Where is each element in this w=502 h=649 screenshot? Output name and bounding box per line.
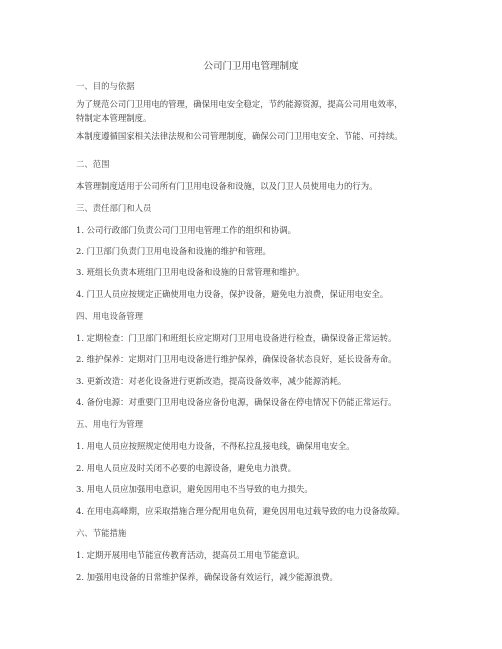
list-item: 1. 公司行政部门负责公司门卫用电管理工作的组织和协调。 xyxy=(76,225,297,235)
list-item: 2. 加强用电设备的日常维护保养，确保设备有效运行，减少能源浪费。 xyxy=(76,572,338,582)
list-item: 1. 定期检查：门卫部门和班组长应定期对门卫用电设备进行检查，确保设备正常运转。 xyxy=(76,333,397,343)
document-title: 公司门卫用电管理制度 xyxy=(203,61,299,72)
paragraph-line: 为了规范公司门卫用电的管理，确保用电安全稳定，节约能源资源，提高公司用电效率， xyxy=(76,99,403,109)
list-item: 2. 用电人员应及时关闭不必要的电源设备，避免电力浪费。 xyxy=(76,463,297,473)
paragraph-line: 特制定本管理制度。 xyxy=(76,113,152,123)
list-item: 4. 备份电源：对重要门卫用电设备应备份电源，确保设备在停电情况下仍能正常运行。 xyxy=(76,397,397,407)
section-heading-2: 二、范围 xyxy=(76,159,110,169)
list-item: 4. 门卫人员应按规定正确使用电力设备，保护设备，避免电力浪费，保证用电安全。 xyxy=(76,289,389,299)
section-heading-1: 一、目的与依据 xyxy=(76,81,135,91)
paragraph-line: 本管理制度适用于公司所有门卫用电设备和设施，以及门卫人员使用电力的行为。 xyxy=(76,181,378,191)
section-heading-3: 三、责任部门和人员 xyxy=(76,203,152,213)
section-heading-5: 五、用电行为管理 xyxy=(76,419,143,429)
list-item: 1. 用电人员应按照规定使用电力设备，不得私拉乱接电线，确保用电安全。 xyxy=(76,441,355,451)
list-item: 3. 用电人员应加强用电意识，避免因用电不当导致的电力损失。 xyxy=(76,484,313,494)
list-item: 3. 班组长负责本班组门卫用电设备和设施的日常管理和维护。 xyxy=(76,267,305,277)
section-heading-6: 六、节能措施 xyxy=(76,528,127,538)
list-item: 3. 更新改造：对老化设备进行更新改造，提高设备效率，减少能源消耗。 xyxy=(76,376,347,386)
paragraph-line: 本制度遵循国家相关法律法规和公司管理制度，确保公司门卫用电安全、节能、可持续。 xyxy=(76,131,403,141)
list-item: 2. 维护保养：定期对门卫用电设备进行维护保养，确保设备状态良好，延长设备寿命。 xyxy=(76,354,397,364)
list-item: 2. 门卫部门负责门卫用电设备和设施的维护和管理。 xyxy=(76,246,271,256)
list-item: 1. 定期开展用电节能宣传教育活动，提高员工用电节能意识。 xyxy=(76,550,305,560)
list-item: 4. 在用电高峰期，应采取措施合理分配用电负荷，避免因用电过载导致的电力设备故障。 xyxy=(76,506,405,516)
section-heading-4: 四、用电设备管理 xyxy=(76,311,143,321)
